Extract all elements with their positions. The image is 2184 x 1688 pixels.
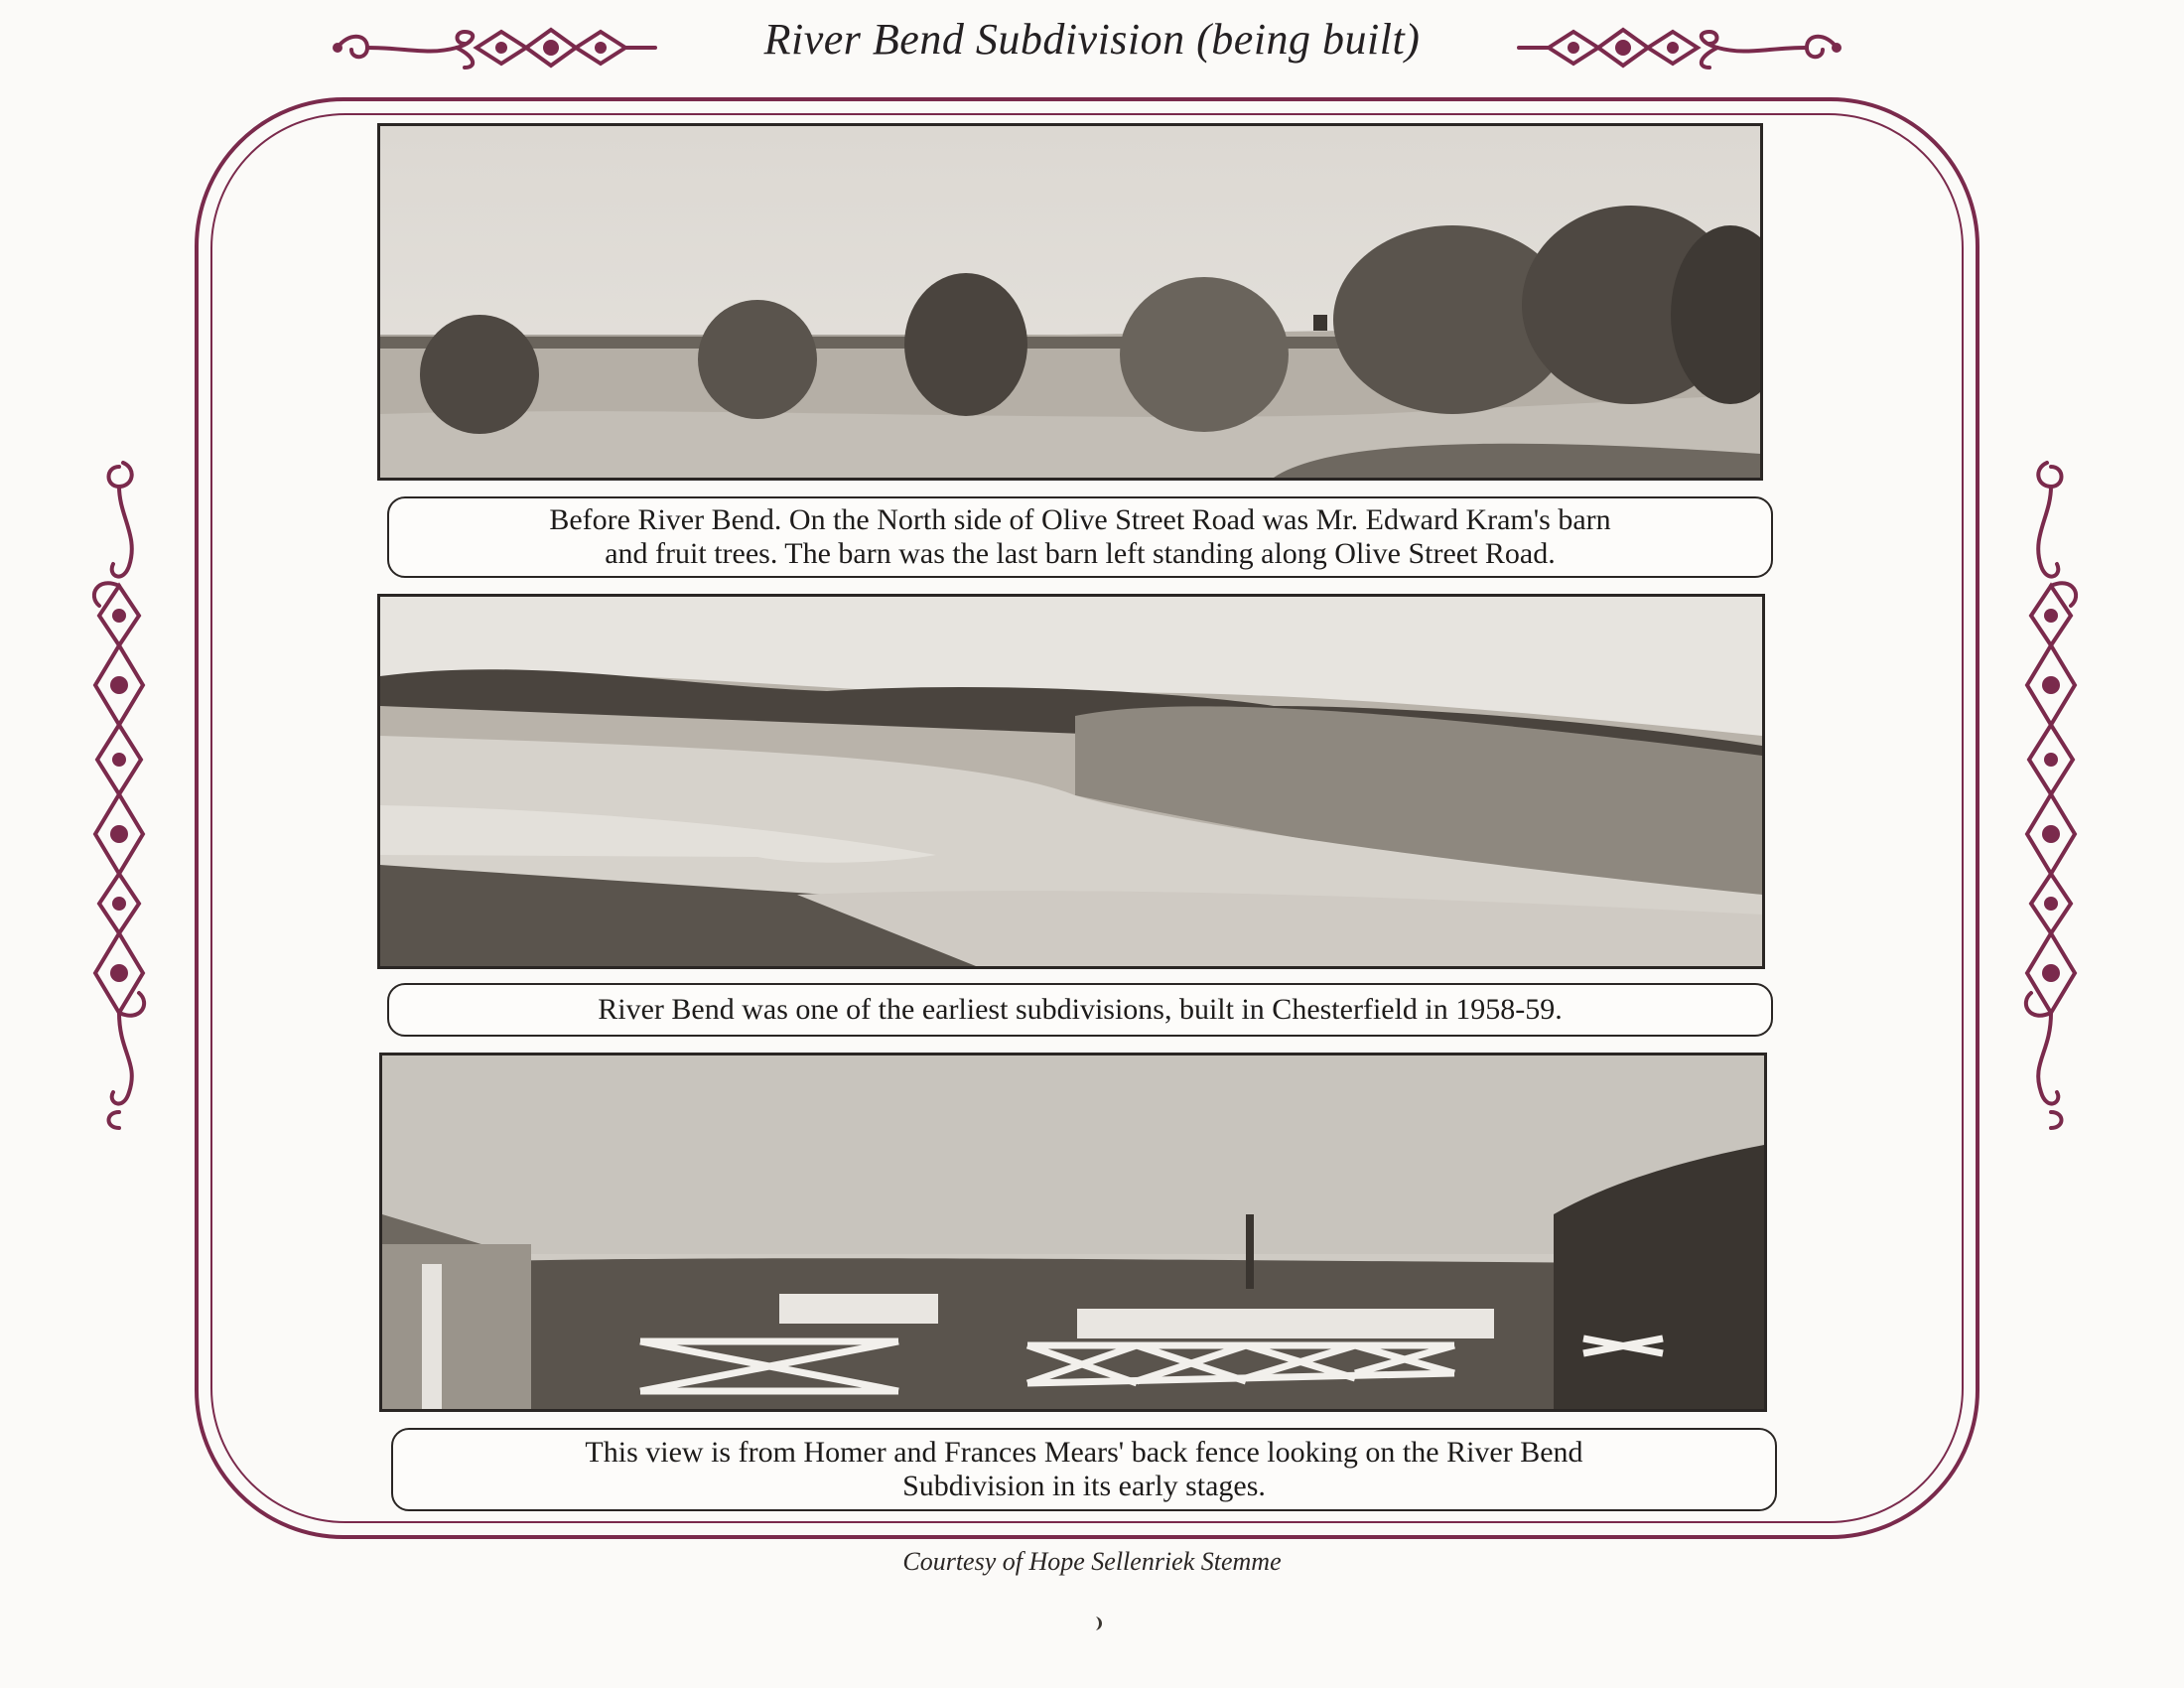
left-side-ornament-icon: [77, 457, 161, 1132]
photo-before-river-bend: [377, 123, 1763, 481]
caption-line: River Bend was one of the earliest subdivisions, built in Chesterfield in 1958-59.: [598, 993, 1563, 1026]
right-header-flourish-icon: [1509, 18, 1846, 77]
fence-subdivision-image: [382, 1055, 1764, 1409]
caption-back-fence-view: [391, 1428, 1777, 1511]
caption-line: Before River Bend. On the North side of Olive Street Road was Mr. Edward Kram's barn: [549, 503, 1611, 536]
caption-before-river-bend: [387, 496, 1773, 578]
photo-credit: Courtesy of Hope Sellenriek Stemme: [902, 1547, 1282, 1576]
page-title: River Bend Subdivision (being built): [763, 15, 1421, 64]
caption-line: This view is from Homer and Frances Mears' back fence looking on the River Bend: [585, 1436, 1583, 1469]
right-side-ornament-icon: [2009, 457, 2093, 1132]
caption-line: Subdivision in its early stages.: [902, 1470, 1266, 1502]
page-mark-icon: [1092, 1615, 1106, 1632]
left-header-flourish-icon: [328, 18, 665, 77]
graded-fields-image: [380, 597, 1762, 966]
caption-line: and fruit trees. The barn was the last barn left standing along Olive Street Road.: [605, 537, 1556, 570]
caption-river-bend-construction: [387, 983, 1773, 1037]
orchard-landscape-image: [380, 126, 1760, 478]
photo-river-bend-construction: [377, 594, 1765, 969]
photo-back-fence-view: [379, 1053, 1767, 1412]
